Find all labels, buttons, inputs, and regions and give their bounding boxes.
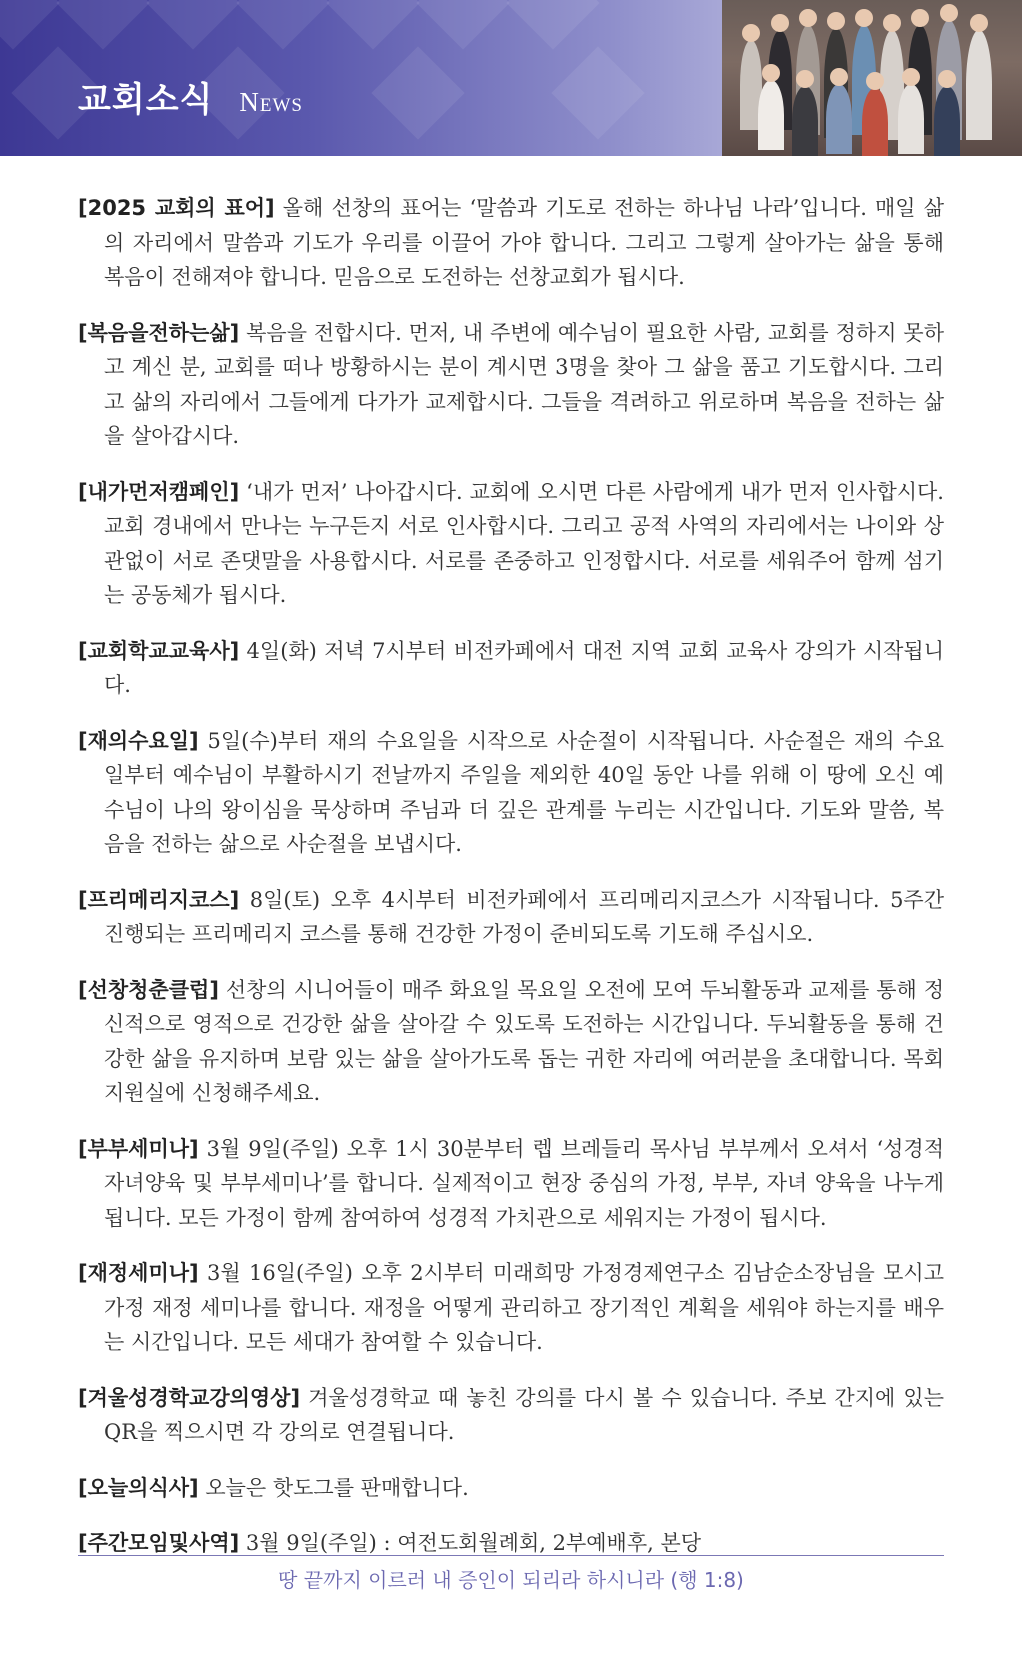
header-decor-tile bbox=[236, 0, 329, 50]
photo-person bbox=[826, 84, 852, 154]
news-item-text: 선창의 시니어들이 매주 화요일 목요일 오전에 모여 두뇌활동과 교제를 통해 정신적으로 영적으로 건강한 삶을 살아갈 수 있도록 도전하는 시간입니다. 두뇌활동을 통해 건강한 삶을 유지하며 보람 있는 삶을 살아가도록 돕는 귀한 자리에 여러분을 초대합니다. 목회지원실에 신청해주세요. bbox=[104, 977, 944, 1105]
news-item bbox=[78, 191, 944, 295]
header-decor-tile bbox=[56, 0, 149, 50]
news-item-tag: [오늘의식사] bbox=[78, 1475, 199, 1500]
footer-divider bbox=[78, 1555, 944, 1556]
photo-person bbox=[862, 88, 888, 156]
news-item-text: ‘내가 먼저’ 나아갑시다. 교회에 오시면 다른 사람에게 내가 먼저 인사합시다. 교회 경내에서 만나는 누구든지 서로 인사합시다. 그리고 공적 사역의 자리에서는 나이와 상관없이 서로 존댓말을 사용합시다. 서로를 존중하고 인정합시다. 서로를 세워주어 함께 섬기는 공동체가 됩시다. bbox=[104, 479, 944, 607]
news-item bbox=[78, 634, 944, 703]
news-item-tag: [재의수요일] bbox=[78, 728, 199, 753]
news-item bbox=[78, 1471, 944, 1506]
news-item-text: 5일(수)부터 재의 수요일을 시작으로 사순절이 시작됩니다. 사순절은 재의 수요일부터 예수님이 부활하시기 전날까지 주일을 제외한 40일 동안 나를 위해 이 땅에 오신 예수님이 나의 왕이심을 묵상하며 주님과 더 깊은 관계를 누리는 시간입니다. 기도와 말씀, 복음을 전하는 삶으로 사순절을 보냅시다. bbox=[104, 728, 944, 856]
news-item-tag: [주간모임및사역] bbox=[78, 1531, 240, 1555]
news-item bbox=[78, 1256, 944, 1360]
photo-person bbox=[792, 86, 818, 156]
news-item bbox=[78, 1132, 944, 1236]
header-decor-tile bbox=[551, 46, 644, 139]
photo-person bbox=[758, 80, 784, 150]
news-item-text: 복음을 전합시다. 먼저, 내 주변에 예수님이 필요한 사람, 교회를 정하지 못하고 계신 분, 교회를 떠나 방황하시는 분이 계시면 3명을 찾아 그 삶을 품고 기도합시다. 그리고 삶의 자리에서 그들에게 다가가 교제합시다. 그들을 격려하고 위로하며 복음을 전하는 삶을 살아갑시다. bbox=[104, 320, 944, 448]
header-decor-tile bbox=[0, 0, 60, 50]
news-item-tag: [내가먼저캠페인] bbox=[78, 479, 240, 504]
news-item-text: 3월 9일(주일) 오후 1시 30분부터 렙 브레들리 목사님 부부께서 오셔서 ‘성경적 자녀양육 및 부부세미나’를 합니다. 실제적이고 현장 중심의 가정, 부부, 자녀 양육을 나누게 됩니다. 모든 가정이 함께 참여하여 성경적 가치관으로 세워지는 가정이 됩시다. bbox=[104, 1136, 945, 1230]
title-english: News bbox=[239, 87, 303, 117]
photo-person bbox=[966, 30, 992, 140]
news-list bbox=[78, 170, 944, 1573]
news-item-text: 오늘은 핫도그를 판매합니다. bbox=[205, 1475, 469, 1500]
photo-person bbox=[898, 84, 924, 154]
news-item bbox=[78, 475, 944, 613]
news-item-tag: [복음을전하는삶] bbox=[78, 320, 240, 345]
news-item-text: 3월 9일(주일) : 여전도회월례회, 2부예배후, 본당 bbox=[245, 1531, 702, 1555]
header-decor-tile bbox=[146, 0, 239, 50]
news-item-tag: [교회학교교육사] bbox=[78, 638, 240, 663]
news-item bbox=[78, 316, 944, 454]
news-item-text: 겨울성경학교 때 놓친 강의를 다시 볼 수 있습니다. 주보 간지에 있는 QR을 찍으시면 각 강의로 연결됩니다. bbox=[104, 1385, 944, 1444]
news-item-tag: [재정세미나] bbox=[78, 1261, 199, 1285]
news-item bbox=[78, 973, 944, 1111]
news-item bbox=[78, 1381, 944, 1450]
news-item-tag: [프리메리지코스] bbox=[78, 887, 240, 912]
news-item-tag: [부부세미나] bbox=[78, 1136, 199, 1161]
news-item-text: 4일(화) 저녁 7시부터 비전카페에서 대전 지역 교회 교육사 강의가 시작됩니다. bbox=[104, 638, 944, 697]
title-korean: 교회소식 bbox=[78, 80, 214, 120]
group-photo bbox=[722, 0, 1022, 156]
news-item-tag: [겨울성경학교강의영상] bbox=[78, 1385, 301, 1410]
news-item-tag: [선창청춘클럽] bbox=[78, 977, 219, 1002]
header-decor-tile bbox=[506, 0, 599, 50]
header-decor-tile bbox=[416, 0, 509, 50]
news-header bbox=[0, 0, 1022, 156]
news-item bbox=[78, 883, 944, 952]
photo-person bbox=[934, 86, 960, 156]
news-item-text: 3월 16일(주일) 오후 2시부터 미래희망 가정경제연구소 김남순소장님을 모시고 가정 재정 세미나를 합니다. 재정을 어떻게 관리하고 장기적인 계획을 세워야 하는지를 배우는 시간입니다. 모든 세대가 참여할 수 있습니다. bbox=[104, 1261, 944, 1354]
news-item-text: 올해 선창의 표어는 ‘말씀과 기도로 전하는 하나님 나라’입니다. 매일 삶의 자리에서 말씀과 기도가 우리를 이끌어 가야 합니다. 그리고 그렇게 살아가는 삶을 통해 복음이 전해져야 합니다. 믿음으로 도전하는 선창교회가 됩시다. bbox=[104, 196, 944, 289]
header-decor-tile bbox=[371, 46, 464, 139]
news-item-tag: [2025 교회의 표어] bbox=[78, 196, 275, 220]
news-item bbox=[78, 724, 944, 862]
header-decor-tile bbox=[326, 0, 419, 50]
news-item-text: 8일(토) 오후 4시부터 비전카페에서 프리메리지코스가 시작됩니다. 5주간 진행되는 프리메리지 코스를 통해 건강한 가정이 준비되도록 기도해 주십시오. bbox=[104, 887, 944, 946]
page-title bbox=[78, 72, 303, 121]
footer-verse: 땅 끝까지 이르러 내 증인이 되리라 하시니라 (행 1:8) bbox=[278, 1568, 744, 1592]
